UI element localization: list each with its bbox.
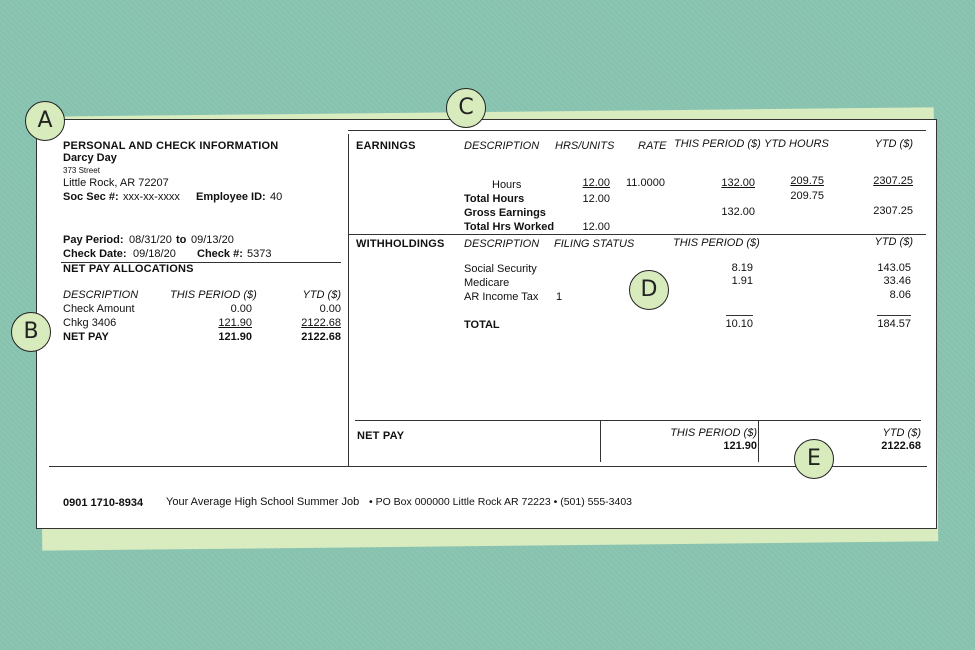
allocation-row-this-period: 121.90: [218, 317, 252, 329]
net-pay-heading: NET PAY: [357, 430, 405, 442]
annotation-badge-e: E: [794, 439, 834, 479]
allocation-row-ytd: 0.00: [319, 303, 341, 315]
withholding-row-ytd: 8.06: [889, 289, 911, 301]
net-pay-ytd: 2122.68: [881, 440, 921, 452]
employee-id-label: Employee ID:: [196, 191, 266, 203]
allocation-row-this-period: 0.00: [230, 303, 252, 315]
ssn-value: xxx-xx-xxxx: [123, 191, 180, 203]
pay-period-to: to: [176, 234, 187, 246]
annotation-badge-d: D: [629, 270, 669, 310]
personal-heading: PERSONAL AND CHECK INFORMATION: [63, 140, 279, 152]
earnings-col-this-period: THIS PERIOD ($): [674, 138, 761, 150]
divider: [355, 420, 921, 421]
withholding-row-this-period: 1.91: [731, 275, 753, 287]
allocations-col-this-period: THIS PERIOD ($): [170, 289, 257, 301]
pay-period-label: Pay Period:: [63, 234, 124, 246]
allocation-row-description: NET PAY: [63, 331, 109, 343]
withholding-row-description: AR Income Tax: [464, 291, 539, 303]
divider: [758, 420, 759, 462]
withholdings-col-this-period: THIS PERIOD ($): [673, 237, 760, 249]
column-divider: [348, 134, 349, 466]
earnings-total-worked-units: 12.00: [582, 221, 610, 233]
earnings-hours-units: 12.00: [582, 177, 610, 189]
earnings-hours-ytd: 2307.25: [873, 175, 913, 187]
total-rule: [877, 315, 911, 316]
withholdings-col-description: DESCRIPTION: [464, 238, 540, 250]
annotation-badge-c: C: [446, 88, 486, 128]
earnings-gross-label: Gross Earnings: [464, 207, 546, 219]
withholding-row-description: Medicare: [464, 277, 510, 289]
footer-address: • PO Box 000000 Little Rock AR 72223 • (501) 555-3403: [369, 496, 633, 508]
ssn-label: Soc Sec #:: [63, 191, 119, 203]
annotation-badge-a: A: [25, 101, 65, 141]
withholding-row-this-period: 8.19: [731, 262, 753, 274]
check-number-label: Check #:: [197, 248, 243, 260]
earnings-col-rate: RATE: [638, 140, 667, 152]
withholding-row-filing: 1: [556, 291, 563, 303]
allocation-row-this-period: 121.90: [218, 331, 252, 343]
earnings-col-ytd: YTD ($): [874, 138, 913, 150]
divider: [600, 420, 601, 462]
pay-period-end: 09/13/20: [191, 234, 234, 246]
allocations-col-ytd: YTD ($): [302, 289, 341, 301]
employee-street: 373 Street: [63, 166, 100, 175]
net-pay-this-period: 121.90: [723, 440, 757, 452]
employee-id-value: 40: [270, 191, 283, 203]
allocations-col-description: DESCRIPTION: [63, 289, 139, 301]
allocations-heading: NET PAY ALLOCATIONS: [63, 263, 194, 275]
employee-name: Darcy Day: [63, 152, 117, 164]
earnings-hours-this-period: 132.00: [721, 177, 755, 189]
withholdings-col-filing: FILING STATUS: [554, 238, 635, 250]
withholdings-total-label: TOTAL: [464, 319, 500, 331]
withholdings-total-ytd: 184.57: [877, 318, 911, 330]
earnings-col-hrs: HRS/UNITS: [555, 140, 615, 152]
footer-code: 0901 1710-8934: [63, 497, 144, 509]
withholding-row-ytd: 143.05: [877, 262, 911, 274]
earnings-total-worked-label: Total Hrs Worked: [464, 221, 555, 233]
employee-city: Little Rock, AR 72207: [63, 177, 169, 189]
earnings-gross-this-period: 132.00: [721, 206, 755, 218]
pay-period-start: 08/31/20: [129, 234, 172, 246]
check-date-label: Check Date:: [63, 248, 127, 260]
withholdings-heading: WITHHOLDINGS: [356, 238, 445, 250]
check-number-value: 5373: [247, 248, 272, 260]
total-rule: [726, 315, 753, 316]
earnings-heading: EARNINGS: [356, 140, 416, 152]
earnings-hours-label: Hours: [492, 179, 522, 191]
withholding-row-ytd: 33.46: [883, 275, 911, 287]
withholdings-total-this-period: 10.10: [725, 318, 753, 330]
earnings-total-hours-label: Total Hours: [464, 193, 525, 205]
earnings-col-description: DESCRIPTION: [464, 140, 540, 152]
earnings-total-hours-ytd-hours: 209.75: [790, 190, 824, 202]
net-pay-col-ytd: YTD ($): [882, 427, 921, 439]
earnings-total-hours-units: 12.00: [582, 193, 610, 205]
footer-company: Your Average High School Summer Job: [166, 496, 360, 508]
allocation-row-description: Check Amount: [63, 303, 135, 315]
earnings-col-ytd-hours: YTD HOURS: [764, 138, 829, 150]
earnings-hours-rate: 11.0000: [626, 177, 665, 189]
earnings-hours-ytd-hours: 209.75: [790, 175, 824, 187]
allocation-row-ytd: 2122.68: [301, 317, 341, 329]
withholdings-col-ytd: YTD ($): [874, 236, 913, 248]
earnings-gross-ytd: 2307.25: [873, 205, 913, 217]
divider: [348, 130, 926, 131]
divider: [348, 234, 926, 235]
allocation-row-description: Chkg 3406: [63, 317, 117, 329]
check-date-value: 09/18/20: [133, 248, 176, 260]
allocation-row-ytd: 2122.68: [301, 331, 341, 343]
net-pay-col-this-period: THIS PERIOD ($): [670, 427, 757, 439]
annotation-badge-b: B: [11, 312, 51, 352]
withholding-row-description: Social Security: [464, 263, 537, 275]
